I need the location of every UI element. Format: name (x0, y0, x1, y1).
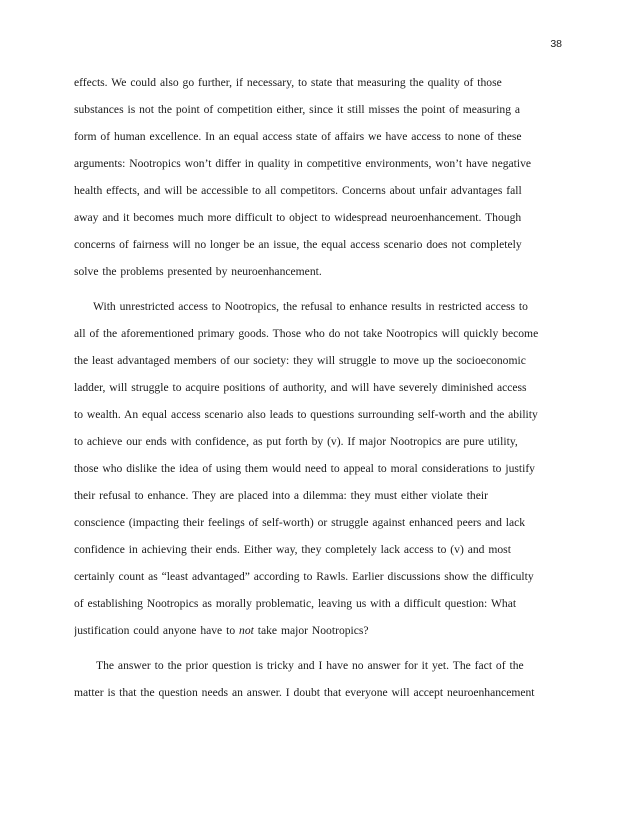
text-line: health effects, and will be accessible to all competitors. Concerns about unfair advantages fall (74, 184, 522, 197)
text-line: With unrestricted access to Nootropics, the refusal to enhance results in restricted access to (93, 300, 528, 313)
text-line: of establishing Nootropics as morally problematic, leaving us with a difficult question: What (74, 597, 517, 610)
text-line: to wealth. An equal access scenario also leads to questions surrounding self-worth and the ability (74, 408, 538, 421)
text-line: conscience (impacting their feelings of self-worth) or struggle against enhanced peers and lack (74, 516, 526, 529)
text-line: matter is that the question needs an answer. I doubt that everyone will accept neuroenhancement (74, 686, 535, 699)
paragraph-2 (74, 293, 566, 644)
paragraph-3 (74, 652, 566, 706)
text-line: their refusal to enhance. They are placed into a dilemma: they must either violate their (74, 489, 488, 502)
text-line: effects. We could also go further, if necessary, to state that measuring the quality of those (74, 76, 502, 89)
text-line: the least advantaged members of our society: they will struggle to move up the socioeconomic (74, 354, 526, 367)
text-line: to achieve our ends with confidence, as put forth by (v). If major Nootropics are pure utility, (74, 435, 518, 448)
page-number: 38 (550, 38, 562, 50)
document-body (74, 69, 566, 706)
text-line: away and it becomes much more difficult to object to widespread neuroenhancement. Though (74, 211, 522, 224)
text-line: The answer to the prior question is tricky and I have no answer for it yet. The fact of the (96, 659, 524, 672)
text-line: all of the aforementioned primary goods. Those who do not take Nootropics will quickly become (74, 327, 539, 340)
text-line: those who dislike the idea of using them would need to appeal to moral considerations to justify (74, 462, 535, 475)
paragraph-gap (74, 644, 566, 652)
text-line: ladder, will struggle to acquire positions of authority, and will have severely diminished access (74, 381, 527, 394)
text-line: confidence in achieving their ends. Either way, they completely lack access to (v) and most (74, 543, 511, 556)
text-line: solve the problems presented by neuroenhancement. (74, 265, 322, 278)
text-segment: justification could anyone have to (74, 624, 240, 637)
emphasized-word: not (239, 624, 254, 637)
text-line: arguments: Nootropics won’t differ in quality in competitive environments, won’t have negative (74, 157, 532, 170)
text-line: concerns of fairness will no longer be an issue, the equal access scenario does not completely (74, 238, 522, 251)
paragraph-1 (74, 69, 566, 285)
text-line-last (74, 617, 566, 644)
text-line: form of human excellence. In an equal access state of affairs we have access to none of these (74, 130, 522, 143)
paragraph-gap (74, 285, 566, 293)
text-line: certainly count as “least advantaged” according to Rawls. Earlier discussions show the difficulty (74, 570, 534, 583)
text-line: substances is not the point of competition either, since it still misses the point of measuring a (74, 103, 521, 116)
text-segment: take major Nootropics? (253, 624, 369, 637)
